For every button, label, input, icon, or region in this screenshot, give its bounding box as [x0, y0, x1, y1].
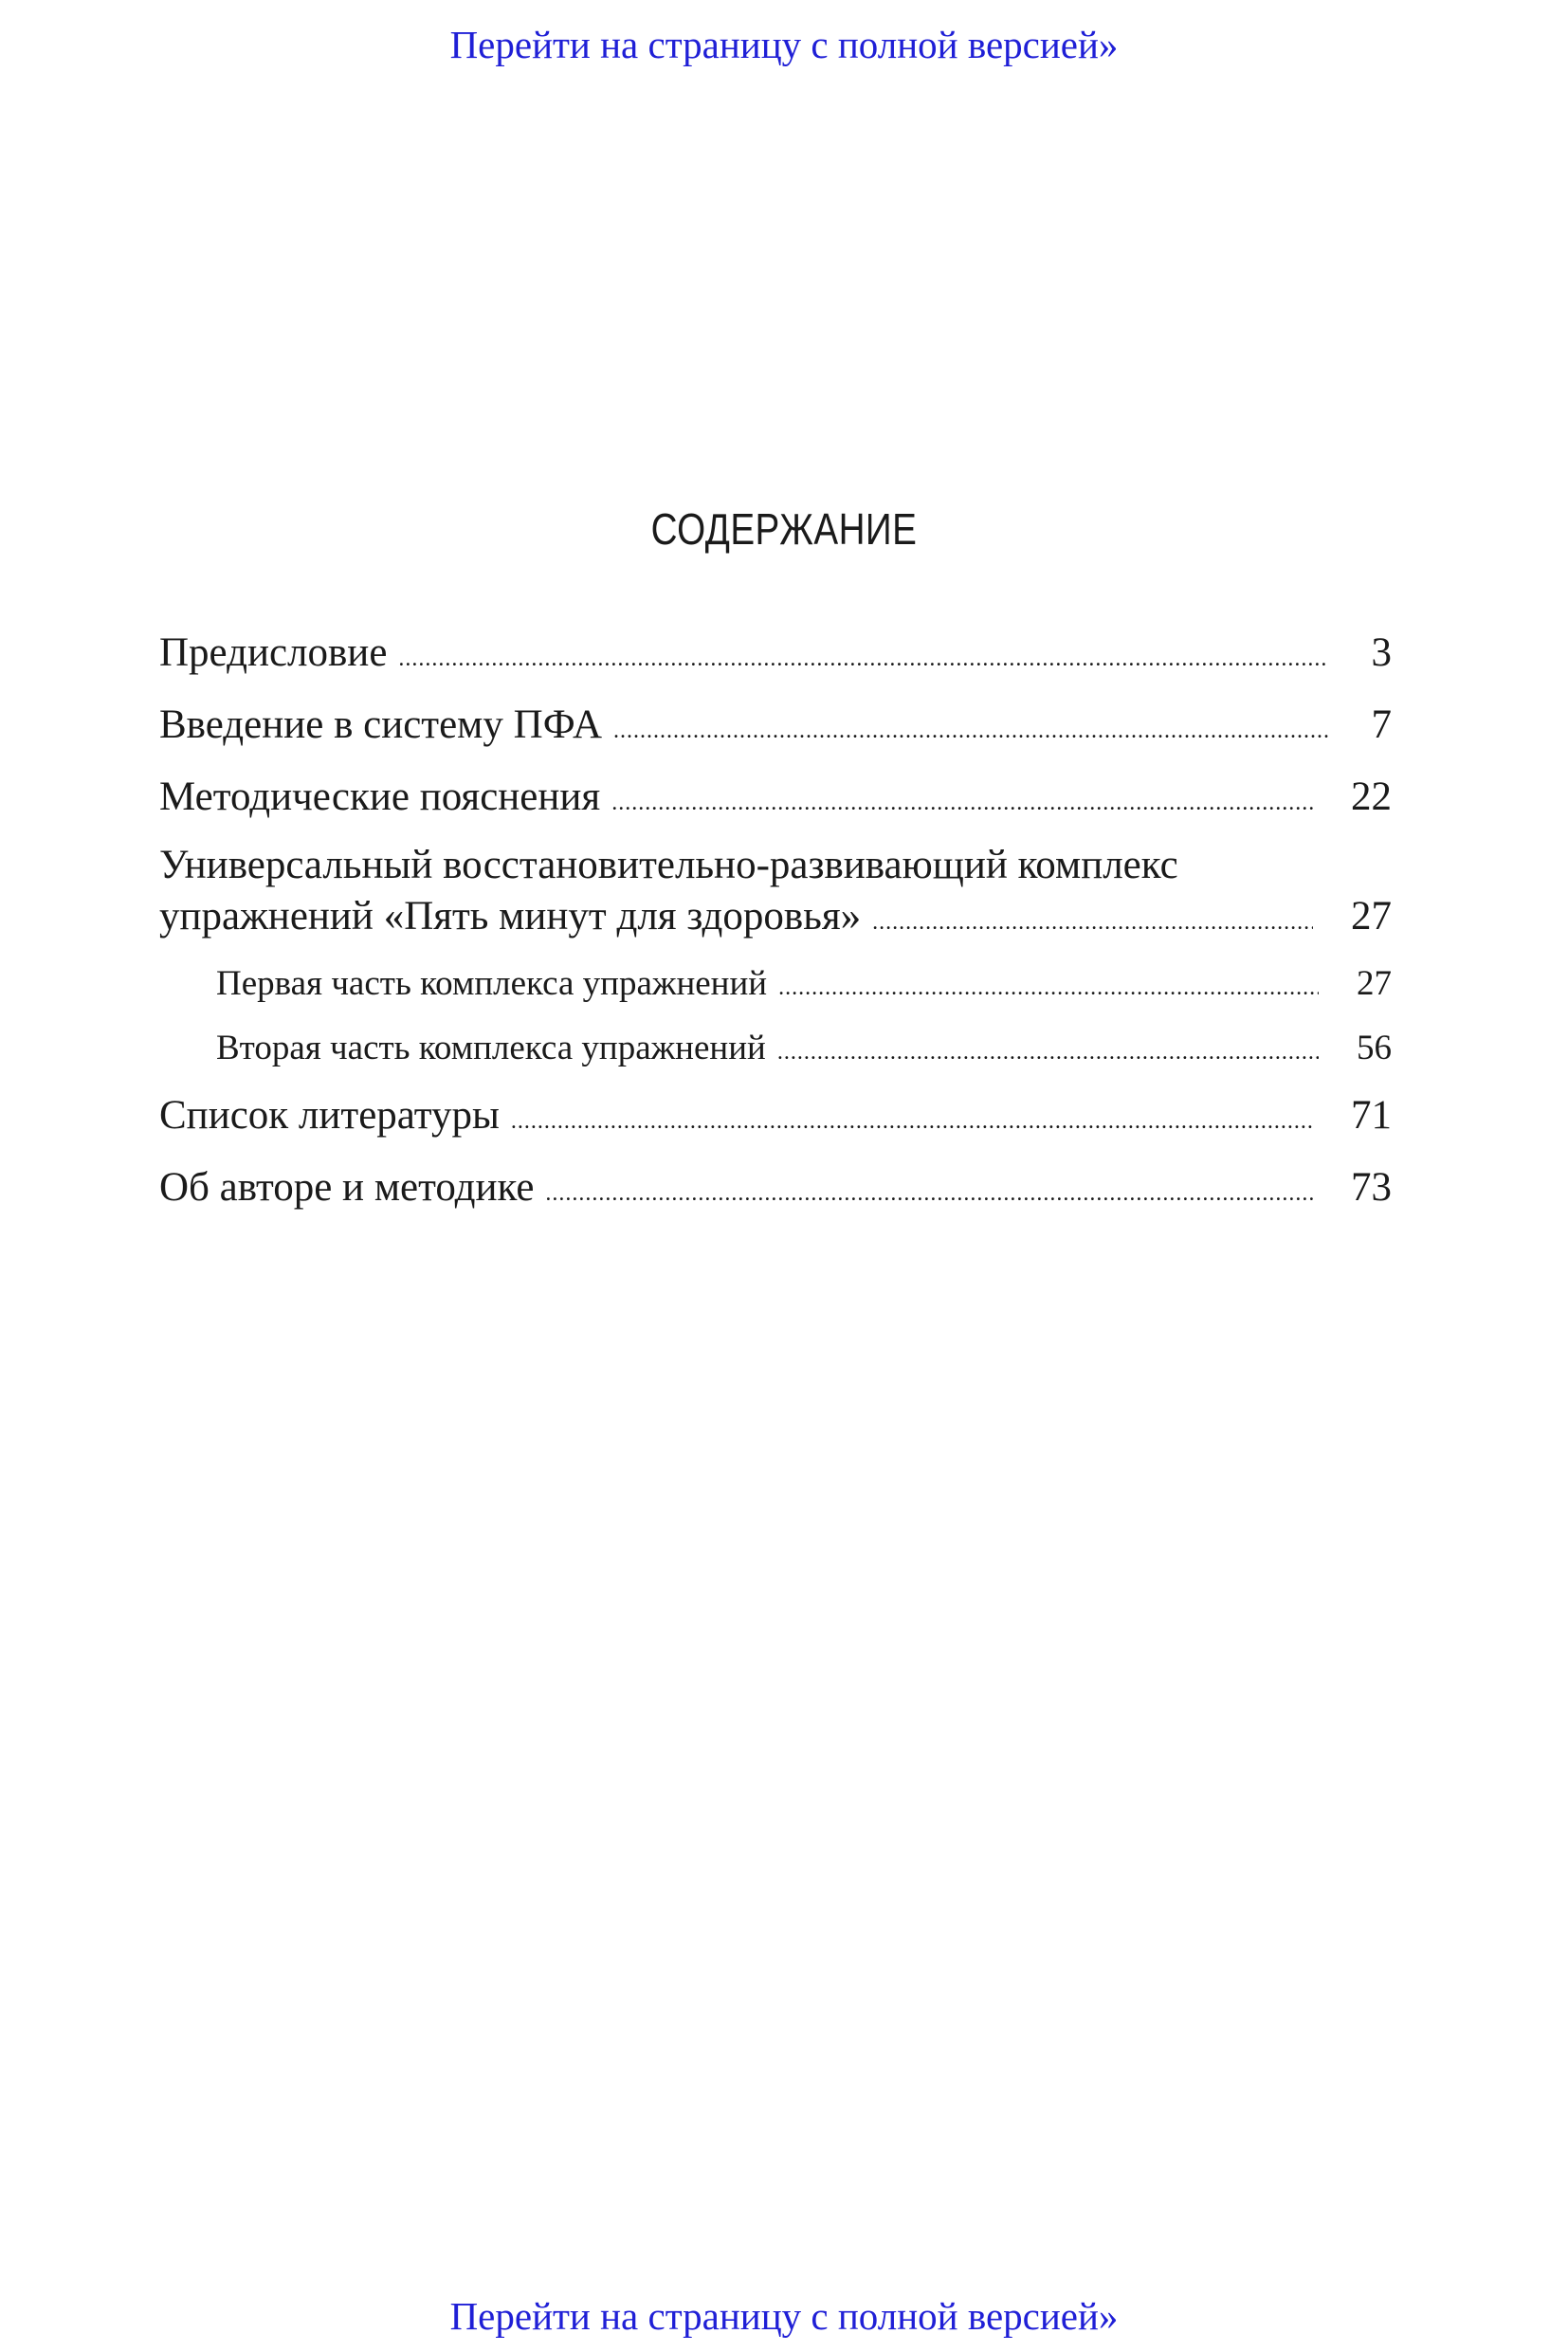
toc-entry-label: Вторая часть комплекса упражнений	[216, 1029, 766, 1067]
toc-entry-label: Предисловие	[159, 630, 388, 675]
dot-leader	[511, 1094, 1313, 1149]
toc-entry-about-author[interactable]	[159, 1160, 1392, 1221]
toc-entry-line2	[159, 889, 1392, 950]
toc-entry-methodical-notes[interactable]	[159, 770, 1392, 830]
dot-leader	[398, 631, 1324, 686]
toc-entry-label: Введение в систему ПФА	[159, 702, 603, 747]
toc-entry-label: Об авторе и методике	[159, 1165, 535, 1210]
toc-entry-label-line1: Универсальный восстановительно-развивающий комплекс	[159, 843, 1178, 887]
toc-entry-label: Список литературы	[159, 1093, 500, 1138]
dot-leader	[777, 1028, 1319, 1077]
toc-entry-preface[interactable]	[159, 626, 1392, 686]
toc-entry-page: 71	[1351, 1093, 1392, 1138]
toc-entry-label: Методические пояснения	[159, 775, 601, 819]
table-of-contents	[159, 626, 1392, 1232]
toc-entry-page: 7	[1371, 702, 1392, 747]
toc-title: СОДЕРЖАНИЕ	[650, 504, 918, 554]
full-version-link-top[interactable]: Перейти на страницу с полной версией»	[449, 23, 1119, 66]
dot-leader	[872, 895, 1313, 950]
toc-entry-bibliography[interactable]	[159, 1088, 1392, 1149]
dot-leader	[613, 703, 1331, 758]
toc-entry-page: 56	[1357, 1029, 1392, 1067]
toc-entry-universal-complex[interactable]	[159, 842, 1392, 950]
toc-entry-label-line2: упражнений «Пять минут для здоровья»	[159, 894, 862, 939]
dot-leader	[611, 775, 1313, 830]
toc-entry-page: 27	[1351, 894, 1392, 939]
toc-entry-page: 27	[1357, 964, 1392, 1003]
toc-entry-page: 3	[1371, 630, 1392, 675]
full-version-link-bottom[interactable]: Перейти на страницу с полной версией»	[449, 2294, 1119, 2338]
toc-entry-label: Первая часть комплекса упражнений	[216, 964, 768, 1003]
toc-entry-page: 73	[1351, 1165, 1392, 1210]
toc-entry-introduction[interactable]	[159, 698, 1392, 758]
dot-leader	[778, 963, 1319, 1012]
toc-subentry-part-two[interactable]	[159, 1024, 1392, 1077]
toc-entry-page: 22	[1351, 775, 1392, 819]
toc-subentry-part-one[interactable]	[159, 959, 1392, 1012]
dot-leader	[545, 1166, 1313, 1221]
